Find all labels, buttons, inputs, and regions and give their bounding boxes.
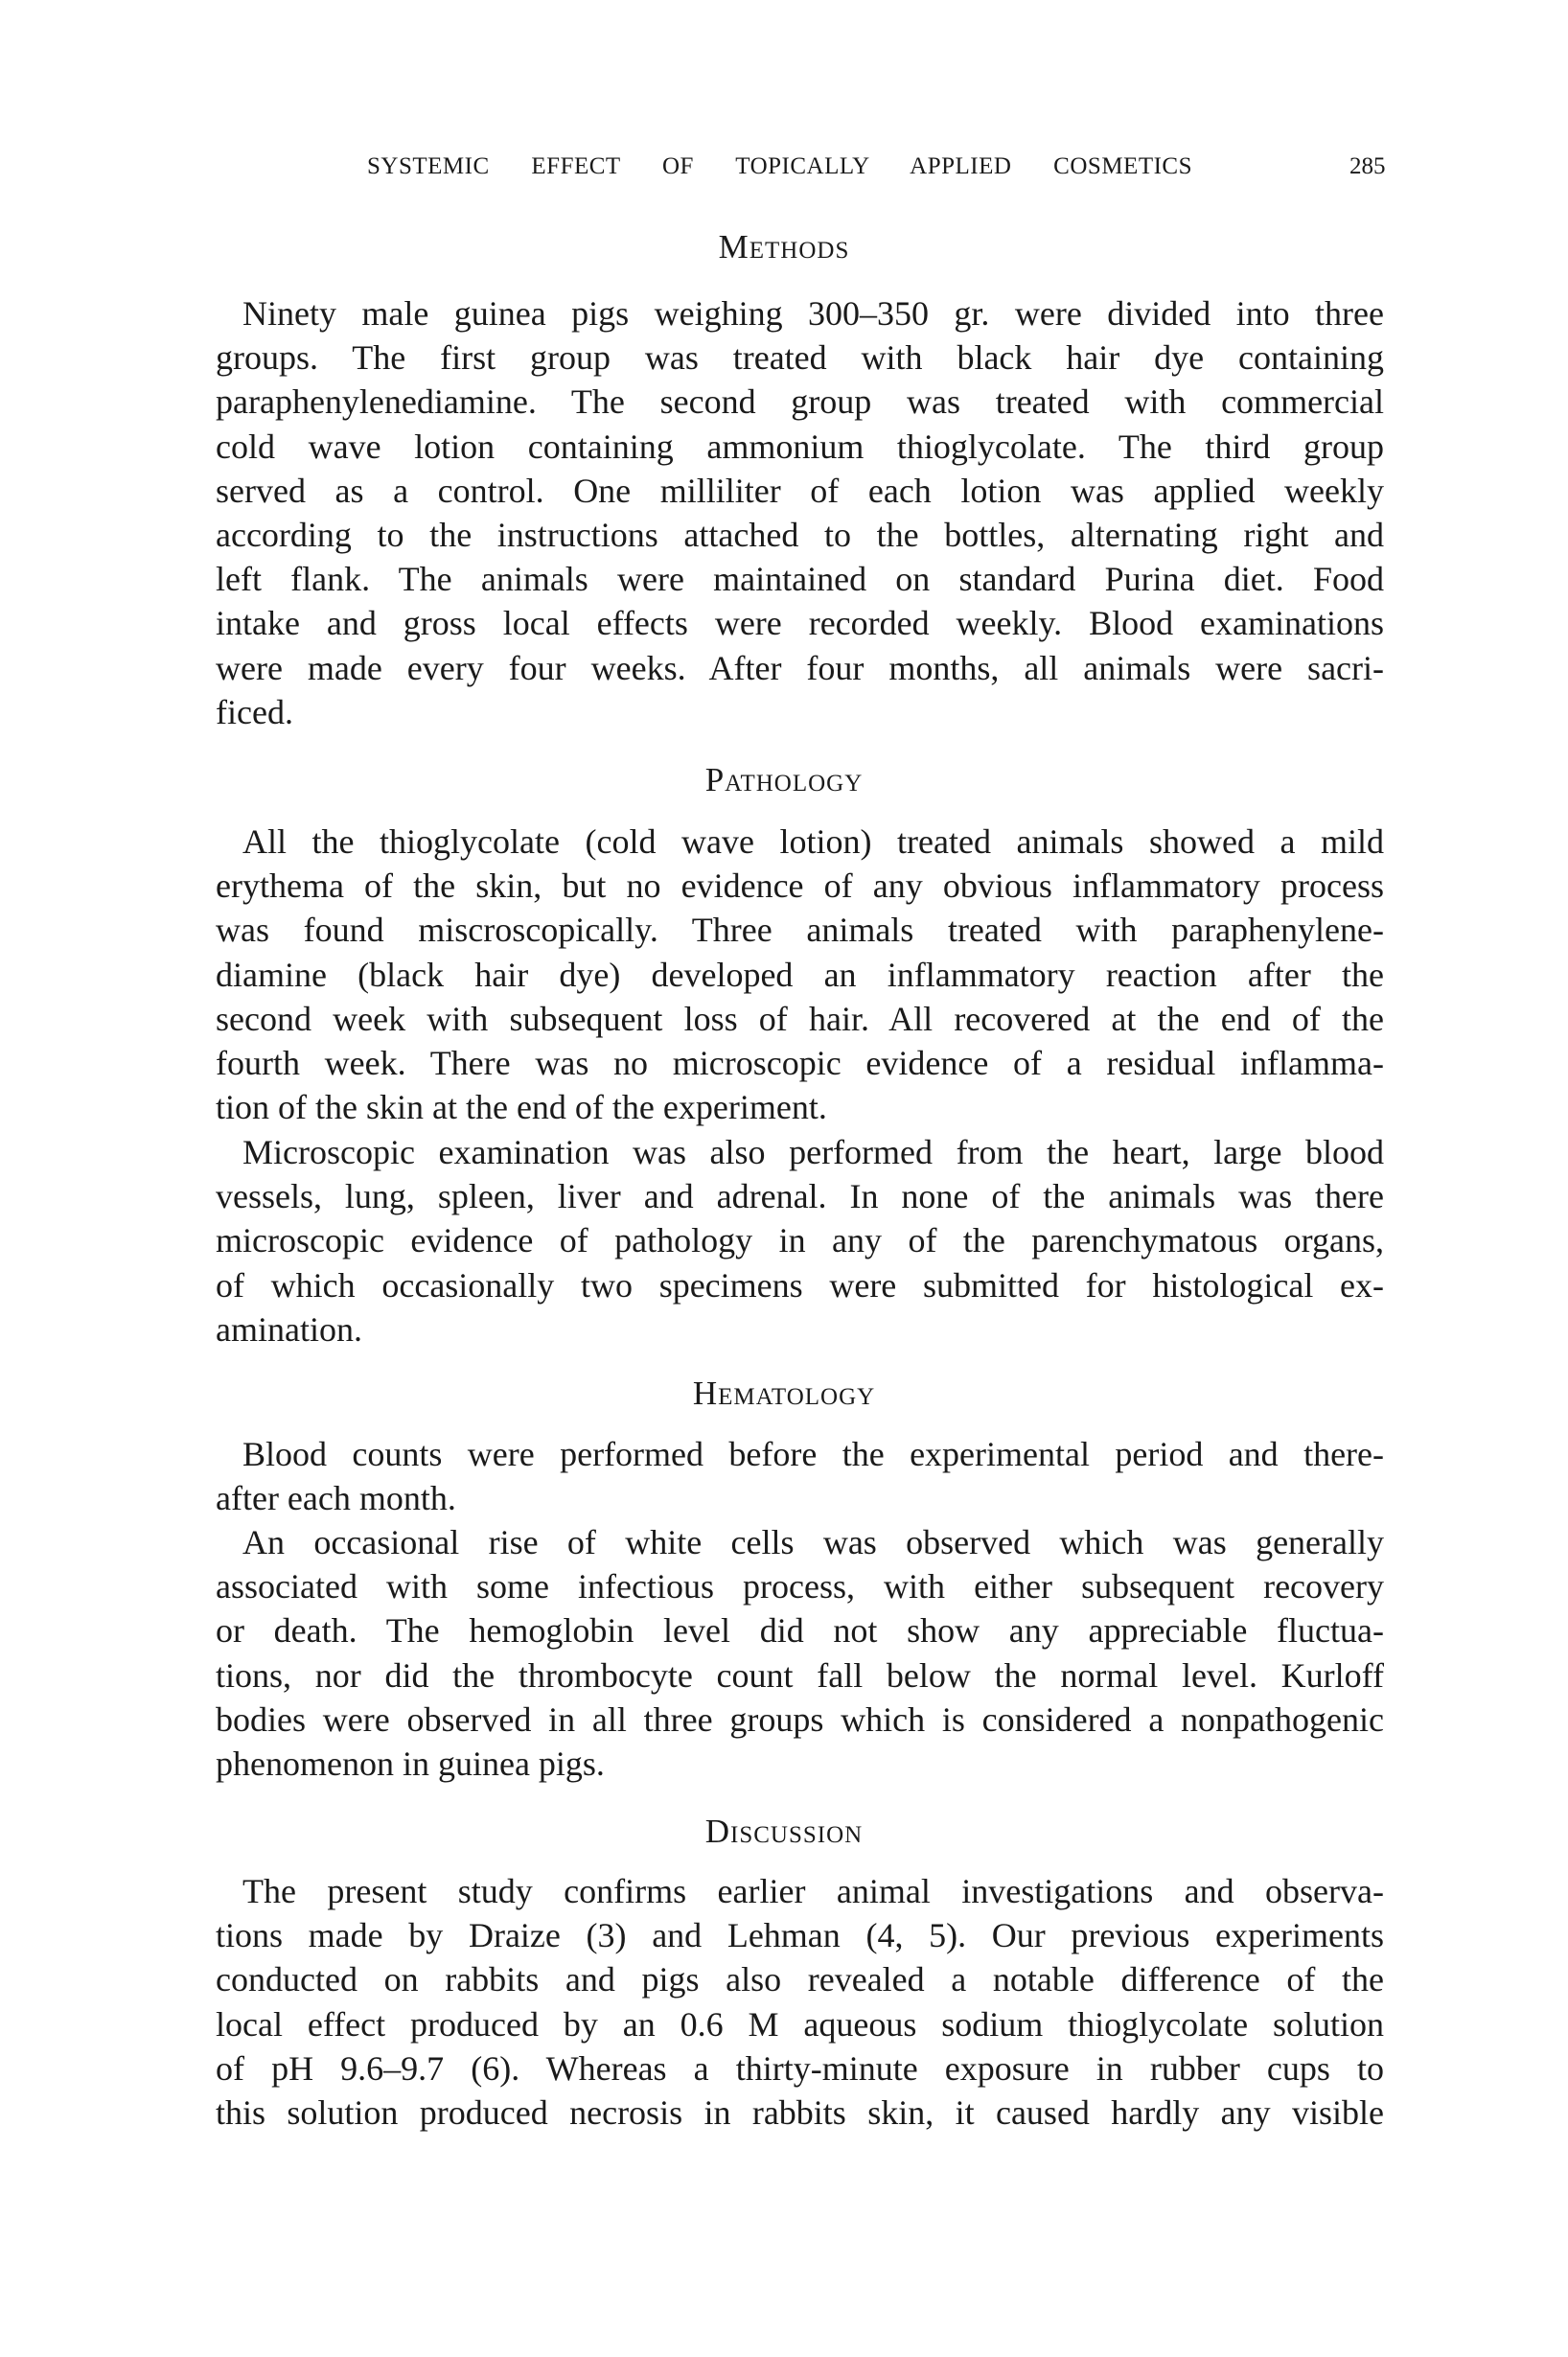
text-line: tions, nor did the thrombocyte count fall below the normal level. Kurloff: [216, 1655, 1384, 1695]
text-line: The present study confirms earlier animal investigations and observa-: [242, 1872, 1384, 1910]
text-line: according to the instructions attached to the bottles, alternating right and: [216, 515, 1384, 554]
paragraph: [216, 291, 1384, 734]
text-line: diamine (black hair dye) developed an inflammatory reaction after the: [216, 955, 1384, 994]
page-number: 285: [1349, 153, 1386, 179]
text-line: of which occasionally two specimens were submitted for histological ex-: [216, 1265, 1384, 1305]
text-line: of pH 9.6–9.7 (6). Whereas a thirty-minute exposure in rubber cups to: [216, 2048, 1384, 2088]
text-line: conducted on rabbits and pigs also revealed a notable difference of the: [216, 1960, 1384, 1999]
text-line: groups. The first group was treated with black hair dye containing: [216, 338, 1384, 378]
paragraph: [216, 820, 1384, 1129]
text-line: microscopic evidence of pathology in any of the parenchymatous organs,: [216, 1221, 1384, 1260]
text-line: All the thioglycolate (cold wave lotion) treated animals showed a mild: [242, 822, 1384, 861]
text-line: amination.: [216, 1309, 362, 1349]
text-line: associated with some infectious process, with either subsequent recovery: [216, 1567, 1384, 1606]
text-line: bodies were observed in all three groups which is considered a nonpathogenic: [216, 1699, 1384, 1739]
paragraph: [216, 1869, 1384, 2135]
text-line: vessels, lung, spleen, liver and adrenal. In none of the animals was there: [216, 1177, 1384, 1216]
text-line: or death. The hemoglobin level did not show any appreciable fluctua-: [216, 1611, 1384, 1651]
running-title: SYSTEMIC EFFECT OF TOPICALLY APPLIED COSMETICS: [367, 153, 1192, 179]
text-line: tion of the skin at the end of the experiment.: [216, 1088, 827, 1127]
text-line: Microscopic examination was also performed from the heart, large blood: [242, 1133, 1384, 1171]
text-line: Ninety male guinea pigs weighing 300–350 gr. were divided into three: [242, 294, 1384, 333]
text-line: were made every four weeks. After four months, all animals were sacri-: [216, 648, 1384, 687]
text-line: left flank. The animals were maintained on standard Purina diet. Food: [216, 560, 1384, 599]
text-line: tions made by Draize (3) and Lehman (4, 5). Our previous experiments: [216, 1916, 1384, 1955]
text-line: paraphenylenediamine. The second group was treated with commercial: [216, 382, 1384, 422]
text-line: cold wave lotion containing ammonium thioglycolate. The third group: [216, 427, 1384, 466]
text-line: erythema of the skin, but no evidence of any obvious inflammatory process: [216, 867, 1384, 906]
text-line: local effect produced by an 0.6 M aqueous sodium thioglycolate solution: [216, 2004, 1384, 2044]
section-heading-discussion: Discussion: [704, 1813, 864, 1850]
text-line: after each month.: [216, 1479, 456, 1518]
text-line: this solution produced necrosis in rabbits skin, it caused hardly any visible: [216, 2092, 1384, 2132]
text-line: Blood counts were performed before the experimental period and there-: [242, 1435, 1384, 1473]
section-heading-hematology: Hematology: [692, 1375, 876, 1412]
text-line: served as a control. One milliliter of each lotion was applied weekly: [216, 471, 1384, 510]
paragraph: [216, 1520, 1384, 1786]
text-line: intake and gross local effects were recorded weekly. Blood examinations: [216, 604, 1384, 643]
text-line: fourth week. There was no microscopic evidence of a residual inflamma-: [216, 1043, 1384, 1082]
text-line: An occasional rise of white cells was observed which was generally: [242, 1523, 1384, 1561]
text-line: second week with subsequent loss of hair. All recovered at the end of the: [216, 999, 1384, 1038]
text-line: ficed.: [216, 692, 293, 731]
section-heading-methods: Methods: [718, 228, 850, 266]
paragraph: [216, 1130, 1384, 1352]
paragraph: [216, 1432, 1384, 1520]
section-heading-pathology: Pathology: [704, 761, 864, 798]
text-line: phenomenon in guinea pigs.: [216, 1744, 605, 1783]
text-line: was found miscroscopically. Three animals treated with paraphenylene-: [216, 911, 1384, 950]
